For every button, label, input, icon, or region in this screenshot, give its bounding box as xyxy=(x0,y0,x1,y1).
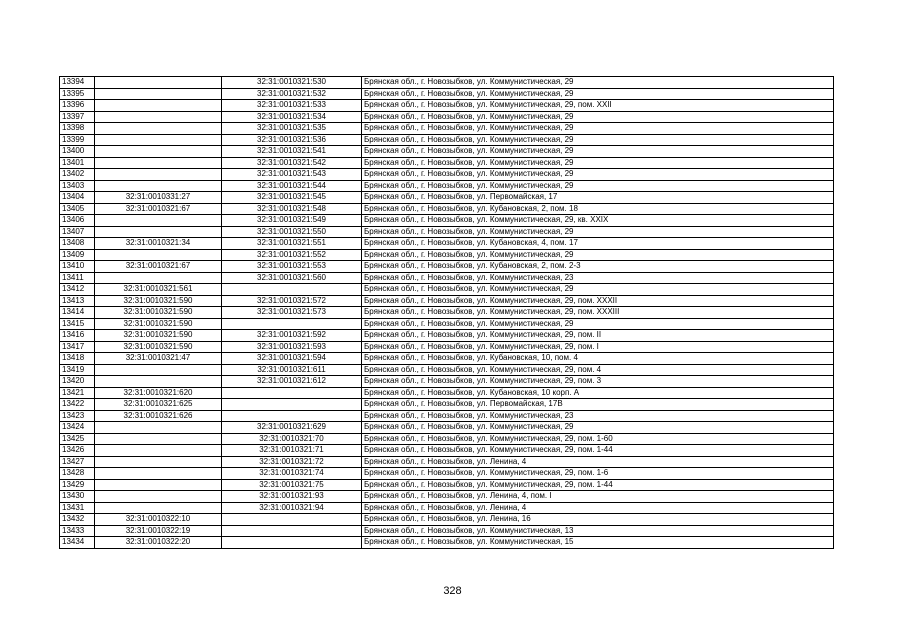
row-number-cell: 13394 xyxy=(60,77,95,89)
table-row xyxy=(60,180,834,192)
table-row xyxy=(60,491,834,503)
address-cell: Брянская обл., г. Новозыбков, ул. Ленина, 4 xyxy=(362,502,834,514)
row-number-cell: 13403 xyxy=(60,180,95,192)
cadastral-number-cell: 32:31:0010321:94 xyxy=(222,502,362,514)
row-number-cell: 13423 xyxy=(60,410,95,422)
cadastral-number-cell: 32:31:0010321:542 xyxy=(222,157,362,169)
address-cell: Брянская обл., г. Новозыбков, ул. Коммунистическая, 29, пом. 3 xyxy=(362,376,834,388)
row-number-cell: 13433 xyxy=(60,525,95,537)
previous-cadastral-number-cell: 32:31:0010321:590 xyxy=(95,341,222,353)
previous-cadastral-number-cell xyxy=(95,88,222,100)
address-cell: Брянская обл., г. Новозыбков, ул. Ленина, 4 xyxy=(362,456,834,468)
cadastral-number-cell xyxy=(222,537,362,549)
table-row xyxy=(60,537,834,549)
row-number-cell: 13407 xyxy=(60,226,95,238)
address-cell: Брянская обл., г. Новозыбков, ул. Коммунистическая, 15 xyxy=(362,537,834,549)
address-cell: Брянская обл., г. Новозыбков, ул. Коммунистическая, 29, пом. XXXIII xyxy=(362,307,834,319)
cadastral-number-cell: 32:31:0010321:530 xyxy=(222,77,362,89)
row-number-cell: 13432 xyxy=(60,514,95,526)
previous-cadastral-number-cell xyxy=(95,456,222,468)
previous-cadastral-number-cell xyxy=(95,215,222,227)
cadastral-number-cell: 32:31:0010321:611 xyxy=(222,364,362,376)
previous-cadastral-number-cell xyxy=(95,146,222,158)
address-cell: Брянская обл., г. Новозыбков, ул. Кубановская, 2, пом. 2-3 xyxy=(362,261,834,273)
table-row xyxy=(60,307,834,319)
table-row xyxy=(60,376,834,388)
address-cell: Брянская обл., г. Новозыбков, ул. Коммунистическая, 29, пом. 1-44 xyxy=(362,479,834,491)
row-number-cell: 13425 xyxy=(60,433,95,445)
address-cell: Брянская обл., г. Новозыбков, ул. Коммунистическая, 29 xyxy=(362,123,834,135)
row-number-cell: 13411 xyxy=(60,272,95,284)
cadastral-number-cell: 32:31:0010321:534 xyxy=(222,111,362,123)
table-row xyxy=(60,468,834,480)
previous-cadastral-number-cell: 32:31:0010322:20 xyxy=(95,537,222,549)
table-row xyxy=(60,134,834,146)
table-row xyxy=(60,399,834,411)
table-row xyxy=(60,284,834,296)
row-number-cell: 13427 xyxy=(60,456,95,468)
address-cell: Брянская обл., г. Новозыбков, ул. Коммунистическая, 29, пом. I xyxy=(362,341,834,353)
table-row xyxy=(60,341,834,353)
row-number-cell: 13417 xyxy=(60,341,95,353)
cadastral-number-cell: 32:31:0010321:541 xyxy=(222,146,362,158)
previous-cadastral-number-cell: 32:31:0010331:27 xyxy=(95,192,222,204)
registry-table-body xyxy=(60,77,834,549)
address-cell: Брянская обл., г. Новозыбков, ул. Коммунистическая, 29 xyxy=(362,146,834,158)
address-cell: Брянская обл., г. Новозыбков, ул. Ленина, 4, пом. I xyxy=(362,491,834,503)
previous-cadastral-number-cell xyxy=(95,111,222,123)
previous-cadastral-number-cell xyxy=(95,364,222,376)
previous-cadastral-number-cell xyxy=(95,77,222,89)
address-cell: Брянская обл., г. Новозыбков, ул. Коммунистическая, 29, пом. 4 xyxy=(362,364,834,376)
cadastral-number-cell: 32:31:0010321:75 xyxy=(222,479,362,491)
row-number-cell: 13412 xyxy=(60,284,95,296)
table-row xyxy=(60,146,834,158)
address-cell: Брянская обл., г. Новозыбков, ул. Коммунистическая, 29 xyxy=(362,422,834,434)
table-row xyxy=(60,353,834,365)
table-row xyxy=(60,272,834,284)
table-row xyxy=(60,77,834,89)
registry-table xyxy=(59,76,834,549)
address-cell: Брянская обл., г. Новозыбков, ул. Коммунистическая, 29 xyxy=(362,180,834,192)
previous-cadastral-number-cell: 32:31:0010322:10 xyxy=(95,514,222,526)
row-number-cell: 13398 xyxy=(60,123,95,135)
cadastral-number-cell: 32:31:0010321:533 xyxy=(222,100,362,112)
row-number-cell: 13408 xyxy=(60,238,95,250)
cadastral-number-cell: 32:31:0010321:535 xyxy=(222,123,362,135)
address-cell: Брянская обл., г. Новозыбков, ул. Кубановская, 4, пом. 17 xyxy=(362,238,834,250)
cadastral-number-cell: 32:31:0010321:594 xyxy=(222,353,362,365)
table-row xyxy=(60,318,834,330)
address-cell: Брянская обл., г. Новозыбков, ул. Коммунистическая, 29 xyxy=(362,284,834,296)
address-cell: Брянская обл., г. Новозыбков, ул. Коммунистическая, 23 xyxy=(362,410,834,422)
cadastral-number-cell xyxy=(222,284,362,296)
table-row xyxy=(60,249,834,261)
address-cell: Брянская обл., г. Новозыбков, ул. Коммунистическая, 29 xyxy=(362,249,834,261)
cadastral-number-cell xyxy=(222,399,362,411)
address-cell: Брянская обл., г. Новозыбков, ул. Коммунистическая, 29, пом. XXXII xyxy=(362,295,834,307)
table-row xyxy=(60,261,834,273)
row-number-cell: 13418 xyxy=(60,353,95,365)
cadastral-number-cell: 32:31:0010321:74 xyxy=(222,468,362,480)
cadastral-number-cell: 32:31:0010321:543 xyxy=(222,169,362,181)
row-number-cell: 13399 xyxy=(60,134,95,146)
previous-cadastral-number-cell xyxy=(95,272,222,284)
address-cell: Брянская обл., г. Новозыбков, ул. Коммунистическая, 29, пом. 1-6 xyxy=(362,468,834,480)
cadastral-number-cell: 32:31:0010321:93 xyxy=(222,491,362,503)
cadastral-number-cell: 32:31:0010321:552 xyxy=(222,249,362,261)
table-row xyxy=(60,169,834,181)
cadastral-number-cell: 32:31:0010321:544 xyxy=(222,180,362,192)
cadastral-number-cell: 32:31:0010321:560 xyxy=(222,272,362,284)
address-cell: Брянская обл., г. Новозыбков, ул. Первомайская, 17 xyxy=(362,192,834,204)
address-cell: Брянская обл., г. Новозыбков, ул. Кубановская, 10, пом. 4 xyxy=(362,353,834,365)
cadastral-number-cell: 32:31:0010321:550 xyxy=(222,226,362,238)
table-row xyxy=(60,387,834,399)
previous-cadastral-number-cell xyxy=(95,226,222,238)
cadastral-number-cell: 32:31:0010321:593 xyxy=(222,341,362,353)
previous-cadastral-number-cell xyxy=(95,491,222,503)
row-number-cell: 13414 xyxy=(60,307,95,319)
row-number-cell: 13402 xyxy=(60,169,95,181)
row-number-cell: 13421 xyxy=(60,387,95,399)
address-cell: Брянская обл., г. Новозыбков, ул. Коммунистическая, 29 xyxy=(362,226,834,238)
address-cell: Брянская обл., г. Новозыбков, ул. Коммунистическая, 29 xyxy=(362,77,834,89)
previous-cadastral-number-cell xyxy=(95,422,222,434)
table-row xyxy=(60,192,834,204)
cadastral-number-cell: 32:31:0010321:629 xyxy=(222,422,362,434)
previous-cadastral-number-cell: 32:31:0010321:625 xyxy=(95,399,222,411)
row-number-cell: 13395 xyxy=(60,88,95,100)
previous-cadastral-number-cell xyxy=(95,502,222,514)
cadastral-number-cell: 32:31:0010321:573 xyxy=(222,307,362,319)
previous-cadastral-number-cell xyxy=(95,169,222,181)
table-row xyxy=(60,330,834,342)
row-number-cell: 13413 xyxy=(60,295,95,307)
cadastral-number-cell: 32:31:0010321:71 xyxy=(222,445,362,457)
previous-cadastral-number-cell: 32:31:0010321:590 xyxy=(95,307,222,319)
cadastral-number-cell: 32:31:0010321:551 xyxy=(222,238,362,250)
row-number-cell: 13424 xyxy=(60,422,95,434)
table-row xyxy=(60,514,834,526)
row-number-cell: 13430 xyxy=(60,491,95,503)
previous-cadastral-number-cell: 32:31:0010321:67 xyxy=(95,261,222,273)
address-cell: Брянская обл., г. Новозыбков, ул. Коммунистическая, 29, пом. 1-44 xyxy=(362,445,834,457)
cadastral-number-cell: 32:31:0010321:536 xyxy=(222,134,362,146)
cadastral-number-cell xyxy=(222,387,362,399)
row-number-cell: 13415 xyxy=(60,318,95,330)
table-row xyxy=(60,410,834,422)
cadastral-number-cell xyxy=(222,410,362,422)
address-cell: Брянская обл., г. Новозыбков, ул. Коммунистическая, 29 xyxy=(362,88,834,100)
address-cell: Брянская обл., г. Новозыбков, ул. Коммунистическая, 29, кв. XXIX xyxy=(362,215,834,227)
previous-cadastral-number-cell xyxy=(95,433,222,445)
table-row xyxy=(60,226,834,238)
row-number-cell: 13409 xyxy=(60,249,95,261)
previous-cadastral-number-cell xyxy=(95,123,222,135)
row-number-cell: 13429 xyxy=(60,479,95,491)
previous-cadastral-number-cell xyxy=(95,479,222,491)
table-row xyxy=(60,479,834,491)
cadastral-number-cell: 32:31:0010321:532 xyxy=(222,88,362,100)
table-row xyxy=(60,238,834,250)
previous-cadastral-number-cell xyxy=(95,157,222,169)
cadastral-number-cell xyxy=(222,514,362,526)
table-row xyxy=(60,215,834,227)
cadastral-number-cell: 32:31:0010321:612 xyxy=(222,376,362,388)
row-number-cell: 13431 xyxy=(60,502,95,514)
previous-cadastral-number-cell: 32:31:0010321:67 xyxy=(95,203,222,215)
previous-cadastral-number-cell: 32:31:0010321:626 xyxy=(95,410,222,422)
row-number-cell: 13420 xyxy=(60,376,95,388)
cadastral-number-cell: 32:31:0010321:592 xyxy=(222,330,362,342)
row-number-cell: 13404 xyxy=(60,192,95,204)
previous-cadastral-number-cell: 32:31:0010321:590 xyxy=(95,318,222,330)
table-row xyxy=(60,525,834,537)
previous-cadastral-number-cell: 32:31:0010321:590 xyxy=(95,330,222,342)
row-number-cell: 13405 xyxy=(60,203,95,215)
address-cell: Брянская обл., г. Новозыбков, ул. Кубановская, 2, пом. 18 xyxy=(362,203,834,215)
address-cell: Брянская обл., г. Новозыбков, ул. Коммунистическая, 29, пом. II xyxy=(362,330,834,342)
table-row xyxy=(60,123,834,135)
row-number-cell: 13426 xyxy=(60,445,95,457)
row-number-cell: 13401 xyxy=(60,157,95,169)
table-row xyxy=(60,88,834,100)
row-number-cell: 13400 xyxy=(60,146,95,158)
cadastral-number-cell: 32:31:0010321:553 xyxy=(222,261,362,273)
cadastral-number-cell: 32:31:0010321:548 xyxy=(222,203,362,215)
previous-cadastral-number-cell: 32:31:0010321:47 xyxy=(95,353,222,365)
address-cell: Брянская обл., г. Новозыбков, ул. Коммунистическая, 29 xyxy=(362,157,834,169)
table-row xyxy=(60,433,834,445)
previous-cadastral-number-cell xyxy=(95,468,222,480)
table-row xyxy=(60,295,834,307)
address-cell: Брянская обл., г. Новозыбков, ул. Кубановская, 10 корп. А xyxy=(362,387,834,399)
previous-cadastral-number-cell xyxy=(95,180,222,192)
address-cell: Брянская обл., г. Новозыбков, ул. Коммунистическая, 13 xyxy=(362,525,834,537)
address-cell: Брянская обл., г. Новозыбков, ул. Коммунистическая, 29 xyxy=(362,111,834,123)
row-number-cell: 13419 xyxy=(60,364,95,376)
address-cell: Брянская обл., г. Новозыбков, ул. Коммунистическая, 29 xyxy=(362,169,834,181)
previous-cadastral-number-cell: 32:31:0010321:34 xyxy=(95,238,222,250)
address-cell: Брянская обл., г. Новозыбков, ул. Первомайская, 17В xyxy=(362,399,834,411)
previous-cadastral-number-cell: 32:31:0010321:620 xyxy=(95,387,222,399)
row-number-cell: 13428 xyxy=(60,468,95,480)
table-row xyxy=(60,456,834,468)
row-number-cell: 13434 xyxy=(60,537,95,549)
cadastral-number-cell: 32:31:0010321:545 xyxy=(222,192,362,204)
previous-cadastral-number-cell: 32:31:0010321:590 xyxy=(95,295,222,307)
cadastral-number-cell xyxy=(222,318,362,330)
cadastral-number-cell xyxy=(222,525,362,537)
address-cell: Брянская обл., г. Новозыбков, ул. Коммунистическая, 29, пом. XXII xyxy=(362,100,834,112)
address-cell: Брянская обл., г. Новозыбков, ул. Коммунистическая, 29, пом. 1-60 xyxy=(362,433,834,445)
previous-cadastral-number-cell xyxy=(95,100,222,112)
address-cell: Брянская обл., г. Новозыбков, ул. Коммунистическая, 29 xyxy=(362,134,834,146)
address-cell: Брянская обл., г. Новозыбков, ул. Коммунистическая, 23 xyxy=(362,272,834,284)
address-cell: Брянская обл., г. Новозыбков, ул. Коммунистическая, 29 xyxy=(362,318,834,330)
table-row xyxy=(60,111,834,123)
previous-cadastral-number-cell xyxy=(95,376,222,388)
row-number-cell: 13397 xyxy=(60,111,95,123)
cadastral-number-cell: 32:31:0010321:70 xyxy=(222,433,362,445)
page-number: 328 xyxy=(443,585,462,597)
row-number-cell: 13406 xyxy=(60,215,95,227)
row-number-cell: 13410 xyxy=(60,261,95,273)
table-row xyxy=(60,100,834,112)
row-number-cell: 13422 xyxy=(60,399,95,411)
table-row xyxy=(60,422,834,434)
table-row xyxy=(60,445,834,457)
table-row xyxy=(60,502,834,514)
row-number-cell: 13396 xyxy=(60,100,95,112)
cadastral-number-cell: 32:31:0010321:549 xyxy=(222,215,362,227)
table-row xyxy=(60,157,834,169)
previous-cadastral-number-cell xyxy=(95,249,222,261)
previous-cadastral-number-cell: 32:31:0010322:19 xyxy=(95,525,222,537)
table-row xyxy=(60,203,834,215)
previous-cadastral-number-cell xyxy=(95,134,222,146)
previous-cadastral-number-cell xyxy=(95,445,222,457)
previous-cadastral-number-cell: 32:31:0010321:561 xyxy=(95,284,222,296)
address-cell: Брянская обл., г. Новозыбков, ул. Ленина, 16 xyxy=(362,514,834,526)
row-number-cell: 13416 xyxy=(60,330,95,342)
table-row xyxy=(60,364,834,376)
cadastral-number-cell: 32:31:0010321:572 xyxy=(222,295,362,307)
cadastral-number-cell: 32:31:0010321:72 xyxy=(222,456,362,468)
